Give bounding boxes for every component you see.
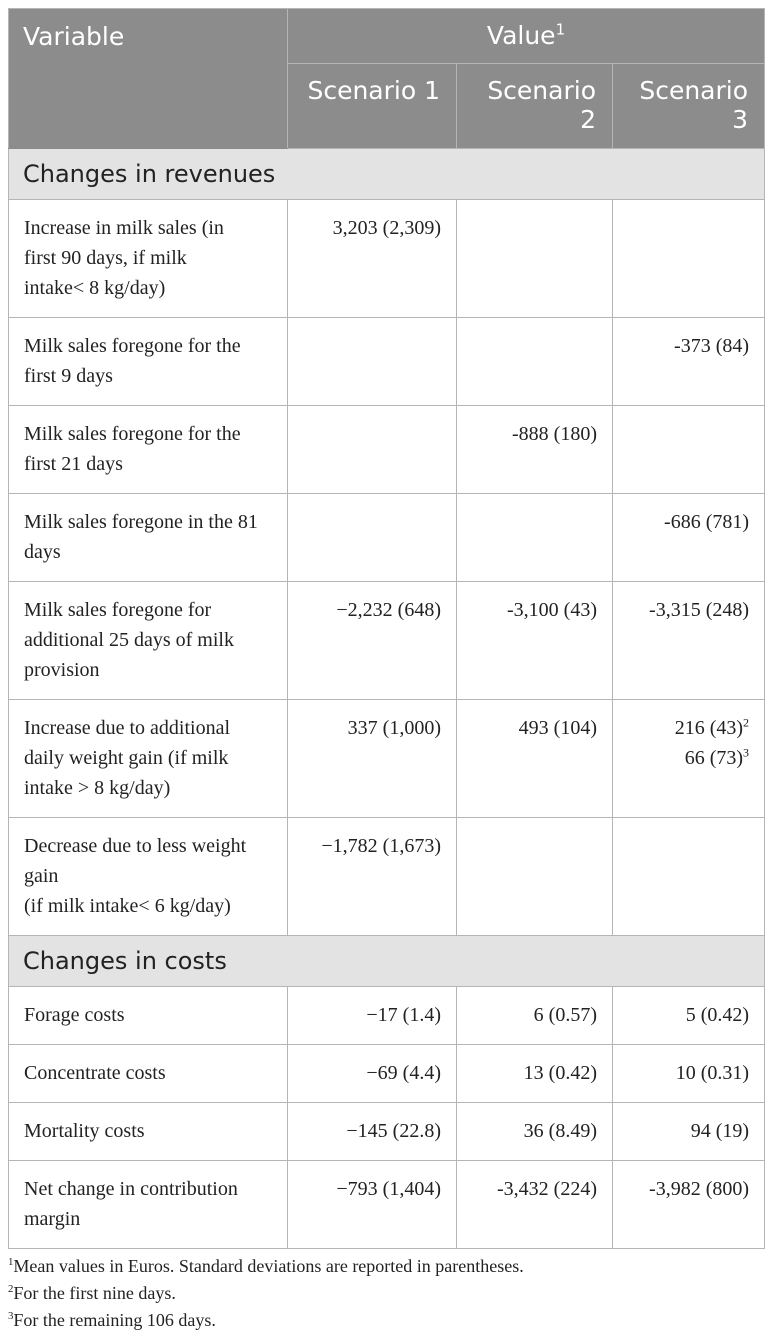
cell-s1 [288,318,457,406]
table-row [9,700,765,818]
cell-s1: 337 (1,000) [288,700,457,818]
cell-s3: -373 (84) [613,318,765,406]
cell-s2 [457,318,613,406]
cell-s1 [288,494,457,582]
row-label: Increase due to additional daily weight gain (if milk intake > 8 kg/day) [9,700,288,818]
header-value: Value$^1$ [288,9,765,64]
row-label: Net change in contribution margin [9,1161,288,1249]
footnote-3: $^3$For the remaining 106 days. [8,1310,216,1330]
cell-s1 [288,406,457,494]
section-costs: Changes in costs [9,936,765,987]
cell-s1: −145 (22.8) [288,1103,457,1161]
cell-s3-line2: 66 $(73)^3$ [684,745,750,769]
table-row [9,494,765,582]
row-label: Milk sales foregone for additional 25 days of milk provision [9,582,288,700]
cell-s2 [457,494,613,582]
table-row [9,318,765,406]
section-revenues: Changes in revenues [9,149,765,200]
cell-s1: 3,203 (2,309) [288,200,457,318]
table-row [9,1103,765,1161]
table-row [9,406,765,494]
cell-s3: 5 (0.42) [613,987,765,1045]
table-row [9,200,765,318]
row-label: Decrease due to less weight gain (if milk intake< 6 kg/day) [9,818,288,936]
table-row [9,582,765,700]
cell-s3: -686 (781) [613,494,765,582]
cell-s1: −793 (1,404) [288,1161,457,1249]
table-row [9,1161,765,1249]
cell-s2: 36 (8.49) [457,1103,613,1161]
cell-s3: -3,982 (800) [613,1161,765,1249]
row-label: Milk sales foregone for the first 21 days [9,406,288,494]
table-row [9,1045,765,1103]
cell-s1: −17 (1.4) [288,987,457,1045]
cell-s2: -3,100 (43) [457,582,613,700]
cell-s3 [613,200,765,318]
footnotes [8,1253,764,1334]
cell-s1: −69 (4.4) [288,1045,457,1103]
footnote-2: $^2$For the first nine days. [8,1283,176,1303]
cell-s2: 493 (104) [457,700,613,818]
cell-s2 [457,200,613,318]
cell-s2 [457,818,613,936]
section-row [9,149,765,200]
cell-s2: 13 (0.42) [457,1045,613,1103]
cell-s3 [613,818,765,936]
header-scenario-3: Scenario 3 [613,64,765,149]
row-label: Forage costs [9,987,288,1045]
cell-s1: −1,782 (1,673) [288,818,457,936]
header-scenario-1: Scenario 1 [288,64,457,149]
table-row [9,987,765,1045]
row-label: Milk sales foregone in the 81 days [9,494,288,582]
cell-s2: 6 (0.57) [457,987,613,1045]
cell-s3: 10 (0.31) [613,1045,765,1103]
cell-s2: -888 (180) [457,406,613,494]
cell-s1: −2,232 (648) [288,582,457,700]
header-scenario-2: Scenario 2 [457,64,613,149]
cell-s3: -3,315 (248) [613,582,765,700]
section-row [9,936,765,987]
cell-s3: 94 (19) [613,1103,765,1161]
cell-s3 [613,406,765,494]
footnote-1: $^1$Mean values in Euros. Standard deviations are reported in parentheses. [8,1256,524,1276]
row-label: Mortality costs [9,1103,288,1161]
row-label: Increase in milk sales (in first 90 days, if milk intake< 8 kg/day) [9,200,288,318]
cell-s3 [613,700,765,818]
row-label: Milk sales foregone for the first 9 days [9,318,288,406]
cell-s2: -3,432 (224) [457,1161,613,1249]
row-label: Concentrate costs [9,1045,288,1103]
contribution-margin-table [8,8,765,1249]
table-wrapper [8,8,764,1334]
cell-s3-line1: 216 $(43)^2$ [674,715,750,739]
header-variable: Variable [9,9,288,149]
table-row [9,818,765,936]
